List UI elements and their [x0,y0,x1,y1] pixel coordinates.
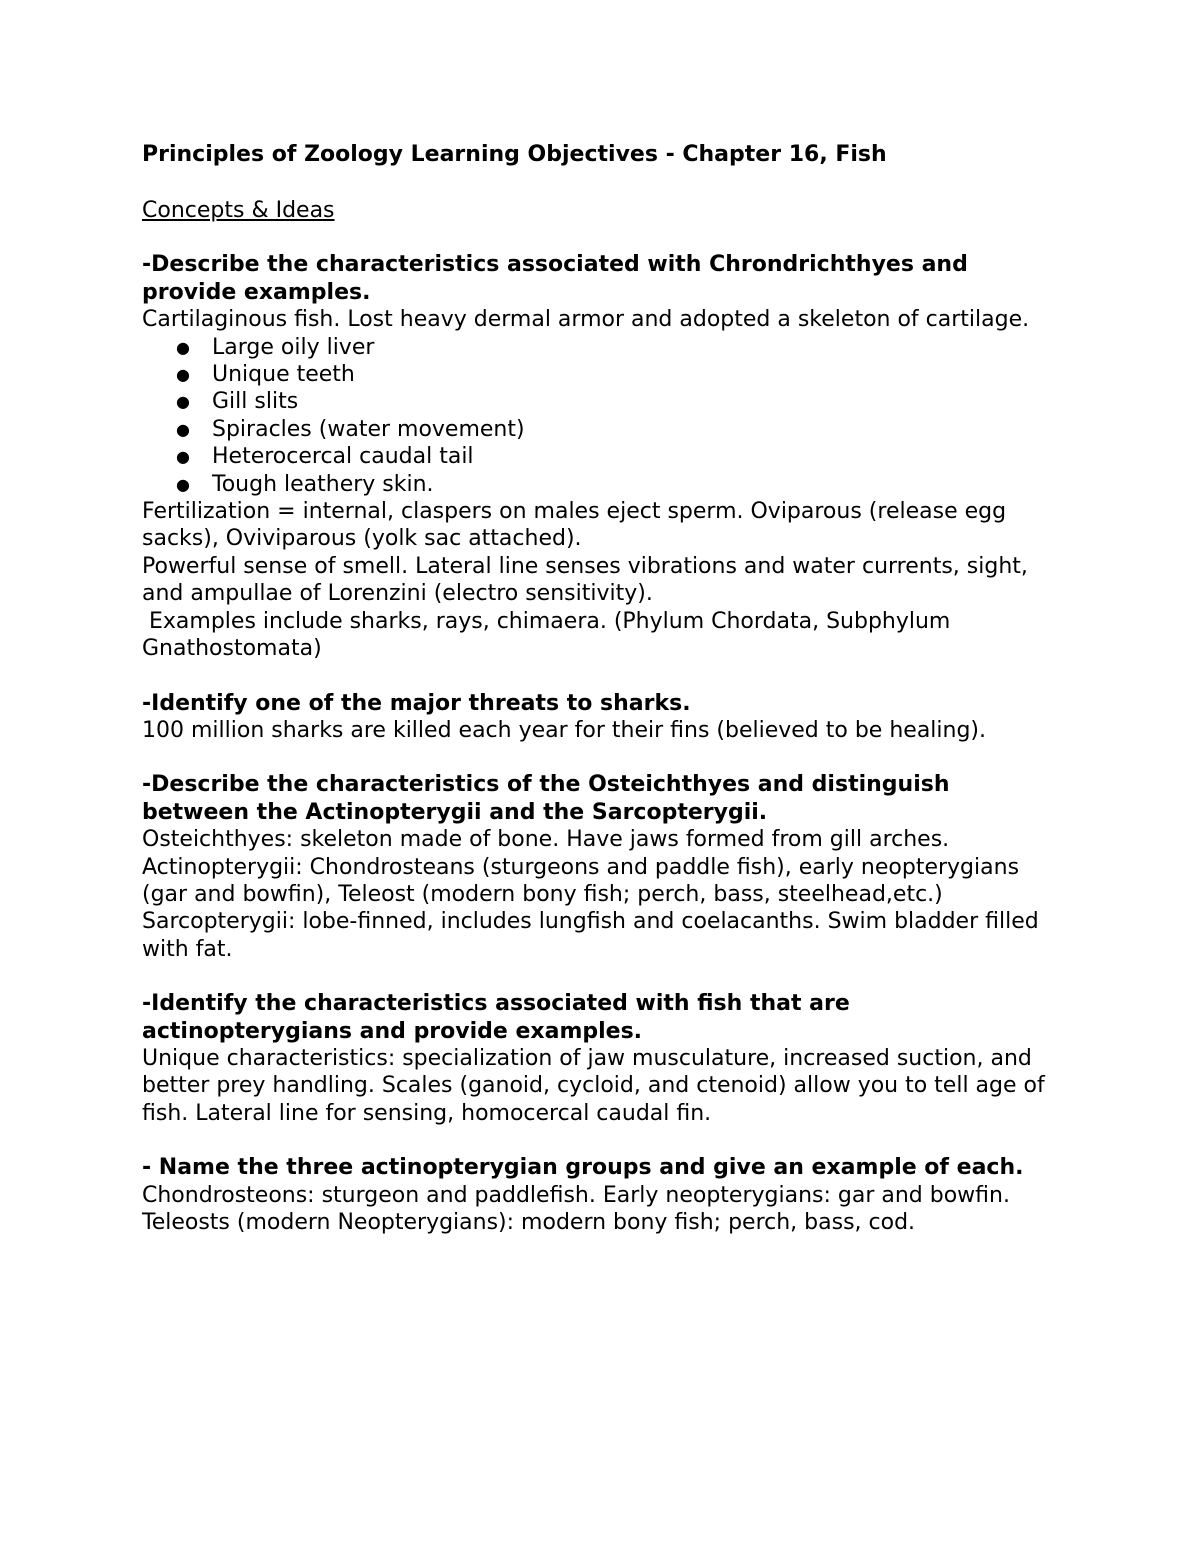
section-paragraph: Chondrosteons: sturgeon and paddlefish. Early neopterygians: gar and bowfin. Teleosts (modern Neopterygians): modern bony fish; perch, bass, cod. [142,1182,1010,1235]
bullet-icon: ● [176,447,190,467]
bullet-icon: ● [176,337,190,357]
list-item-text: Large oily liver [212,334,375,360]
list-item-text: Spiracles (water movement) [212,416,525,442]
section-paragraph: Actinopterygii: Chondrosteans (sturgeons and paddle fish), early neopterygians (gar and bowfin), Teleost (modern bony fish; perch, bass, steelhead,etc.) [142,854,1020,907]
section-paragraph: 100 million sharks are killed each year for their fins (believed to be healing). [142,717,987,743]
section-paragraph: Sarcopterygii: lobe-finned, includes lungfish and coelacanths. Swim bladder filled with fat. [142,909,1039,962]
bullet-list [142,334,1057,498]
section-osteichthyes [142,771,1057,963]
document-page [142,140,1057,1263]
list-item [176,443,1057,470]
section-heading: -Identify one of the major threats to sharks. [142,690,691,716]
document-subtitle: Concepts & Ideas [142,198,335,223]
list-item-text: Heterocercal caudal tail [212,444,474,470]
list-item [176,334,1057,361]
bullet-icon: ● [176,392,190,412]
section-actinopterygian-groups [142,1154,1057,1236]
section-paragraph: Examples include sharks, rays, chimaera. (Phylum Chordata, Subphylum Gnathostomata) [142,608,958,662]
list-item [176,361,1057,388]
list-item [176,471,1057,498]
bullet-icon: ● [176,365,190,385]
section-paragraph: Unique characteristics: specialization of jaw musculature, increased suction, and better prey handling. Scales (ganoid, cycloid, and ctenoid) allow you to tell age of fish. Lateral line for sensing, homocercal caudal fin. [142,1045,1045,1126]
list-item-text: Gill slits [212,389,299,415]
document-title: Principles of Zoology Learning Objectives - Chapter 16, Fish [142,142,887,167]
section-paragraph: Powerful sense of smell. Lateral line senses vibrations and water currents, sight, and ampullae of Lorenzini (electro sensitivity). [142,553,1028,607]
section-shark-threats [142,690,1057,745]
bullet-icon: ● [176,419,190,439]
section-actinopterygians [142,990,1057,1127]
section-heading: -Identify the characteristics associated with fish that are actinopterygians and provide examples. [142,991,850,1044]
section-chondrichthyes [142,251,1057,662]
list-item-text: Tough leathery skin. [212,471,434,497]
section-paragraph: Cartilaginous fish. Lost heavy dermal armor and adopted a skeleton of cartilage. [142,307,1030,333]
list-item [176,388,1057,415]
section-heading: -Describe the characteristics of the Osteichthyes and distinguish between the Actinopterygii and the Sarcopterygii. [142,772,950,825]
bullet-icon: ● [176,474,190,494]
section-heading: -Describe the characteristics associated with Chrondrichthyes and provide examples. [142,252,968,305]
list-item [176,416,1057,443]
section-heading: - Name the three actinopterygian groups and give an example of each. [142,1155,1024,1181]
list-item-text: Unique teeth [212,362,355,388]
section-paragraph: Fertilization = internal, claspers on males eject sperm. Oviparous (release egg sacks), Oviviparous (yolk sac attached). [142,499,1007,552]
section-paragraph: Osteichthyes: skeleton made of bone. Have jaws formed from gill arches. [142,827,950,853]
